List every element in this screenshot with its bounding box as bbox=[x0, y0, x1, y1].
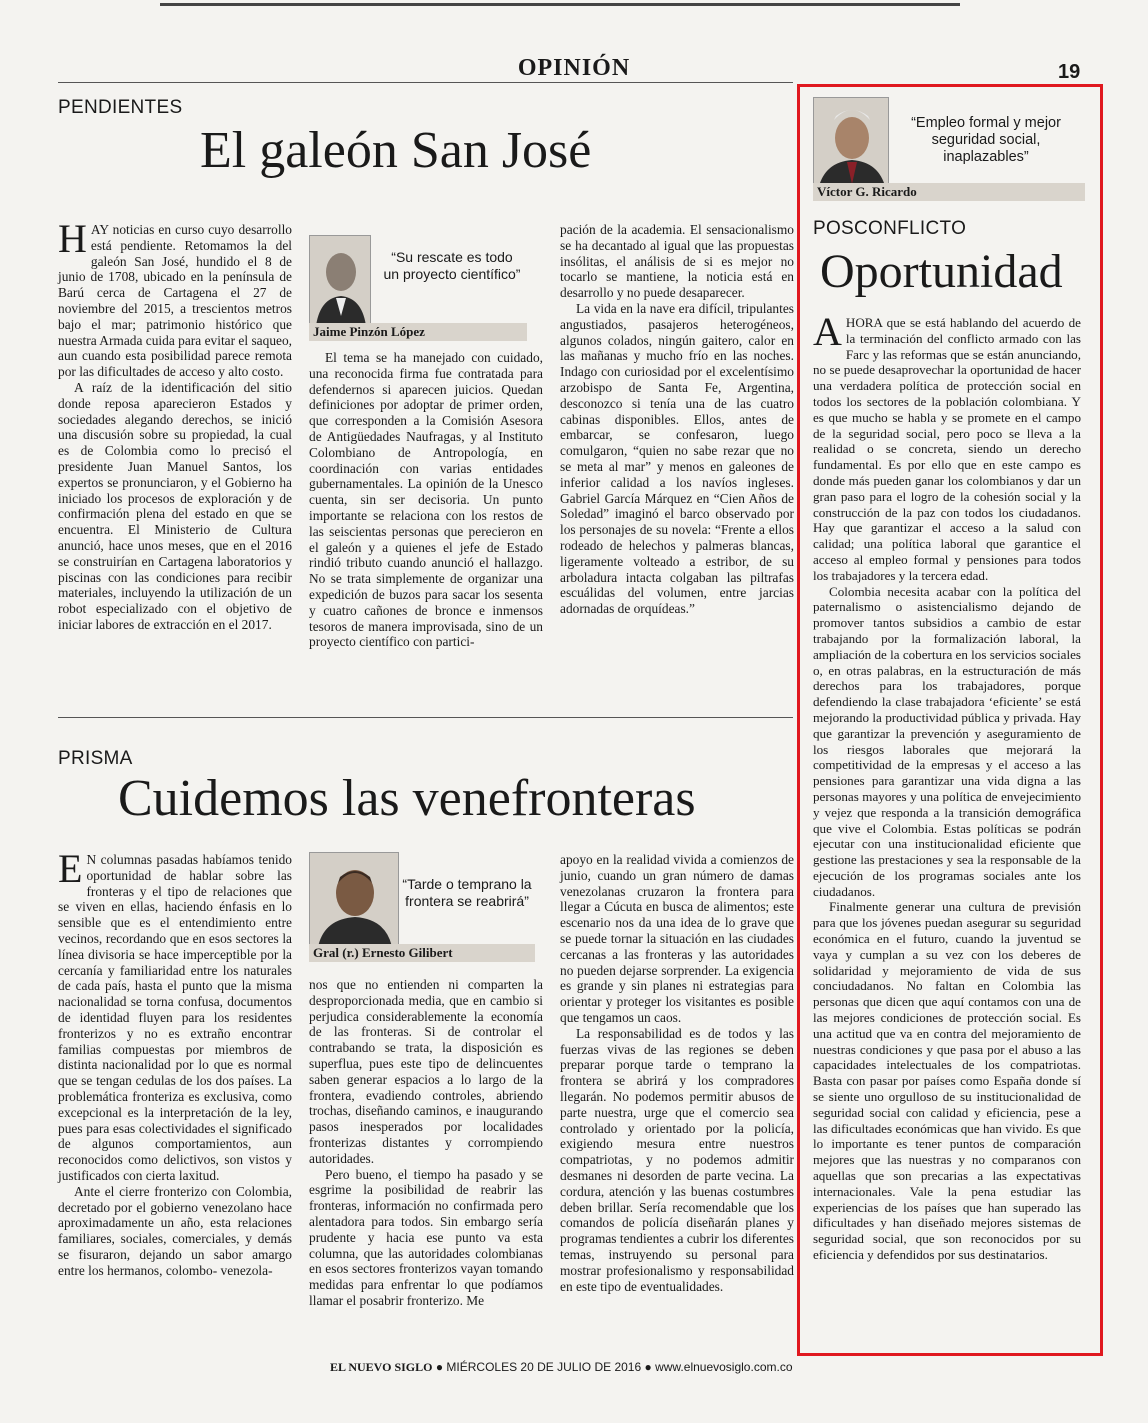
article3-author-box bbox=[813, 97, 1085, 202]
article1-author-box bbox=[309, 235, 527, 341]
portrait-image bbox=[310, 236, 371, 325]
article3-body: AHORA que se está hablando del acuerdo de la terminación del conflicto armado con las Farc y las reformas que se están anunciando, no se puede desaprovechar la oportunidad de hacer una verdadera política de protección social en todos los sectores de la población colombiana. Y es que mucho se habla y se promete en el campo de la seguridad social, pero poco se lleva a la realidad o se concreta, siendo un derecho fundamental. Es por ello que en este campo es donde más pueden ganar los colombianos y dar un gran paso para el logro de la cohesión social y la construcción de la paz con todos los ciudadanos. Hay que garantizar el acceso a la salud con calidad; una política laboral que garantice el acceso al empleo formal y pensiones para todos los trabajadores y la tercera edad. Colombia necesita acabar con la política del paternalismo o asistencialismo dejando de promover tantos subsidios a cambio de estar trabajando por la formalización laboral, la ampliación de la cobertura en los servicios sociales o, en otras palabras, en la estructuración de más derechos para los trabajadores, porque defendiendo la clase trabajadora ‘eficiente’ se está mejorando la productividad pública y privada. Hay que garantizar la prevención y aseguramiento de los riesgos laborales que mejorará la competitividad de la empresas y el acceso a las pensiones para garantizar una vida digna a las personas mayores y una política de envejecimiento y vejez que responda a la transición demográfica que vive el Colombia. Estas políticas se podrán ejecutar con una institucionalidad eficiente que gestione las prestaciones y sea la responsable de la ejecución de los programas sociales ante los ciudadanos. Finalmente generar una cultura de previsión para que los jóvenes puedan asegurar su seguridad económica en el futuro, cuando la juventud se vaya y cumplan a su vez con los deberes de solidaridad y mejoramiento de vida de sus conciudadanos. No faltan en Colombia las personas que dicen que aquí contamos con una de las mejores condiciones de protección social. Es una actitud que va en contra del mejoramiento de nuestras condiciones y que pasa por el abuso a las capacidades intelectuales de los compatriotas. Basta con pasar por países como España donde sí se siente uno orgulloso de su institucionalidad de seguridad social con calidad y eficiencia, pese a las dificultades económicas que han vivido. Es que lo importante es tener puntos de comparación mejores que las nuestras y no comparanos con aquellas que son precarias a las expectativas internacionales. Vale la pena estudiar las experiencias de los países que han superado las dificultades y han diseñado mejores sistemas de seguridad social, que son reconocidos por su eficiencia y defendidos por sus destinatarios. bbox=[813, 309, 1081, 1263]
author-photo-ricardo bbox=[813, 97, 889, 189]
page-footer bbox=[330, 1360, 793, 1375]
bullet-icon: ● bbox=[435, 1360, 444, 1374]
article3-byline: Víctor G. Ricardo bbox=[813, 183, 1085, 201]
header-rule bbox=[58, 82, 793, 83]
portrait-image bbox=[310, 853, 399, 946]
bullet-icon: ● bbox=[644, 1360, 652, 1374]
author-photo-gilibert bbox=[309, 852, 399, 946]
article2-drop-cap: E bbox=[58, 846, 83, 891]
article1-column-2: El tema se ha manejado con cuidado, una reconocida firma fue contratada para defendernos si aparecen juicios. Quedan definiciones por adoptar de primer orden, que corresponden a la Comisión Asesora de Antigüedades Naufragas, y al Instituto Colombiano de Antropología, en coordinación con varias entidades gubernamentales. La opinión de la Unesco cuenta, sin ser decisoria. Un punto importante se relaciona con los restos de las seiscientas personas que perecieron en el galeón y a quienes el jefe de Estado rindió tributo cuando anunció el hallazgo. No se trata simplemente de organizar una expedición de buzos para sacar los sesenta y cuatro cañones de bronce e inmensos tesoros de manera improvisada, sino de un proyecto científico con partici- bbox=[309, 350, 543, 650]
article1-headline: El galeón San José bbox=[200, 122, 592, 179]
article3-quote: “Empleo formal y mejor seguridad social, inaplazables” bbox=[911, 115, 1061, 165]
article1-drop-cap: H bbox=[58, 216, 87, 261]
article1-byline: Jaime Pinzón López bbox=[309, 323, 527, 341]
page-number: 19 bbox=[1058, 61, 1081, 83]
article3-headline: Oportunidad bbox=[820, 245, 1063, 298]
author-photo-pinzon bbox=[309, 235, 371, 325]
section-header: OPINIÓN bbox=[517, 55, 631, 81]
article1-quote: “Su rescate es todo un proyecto científico” bbox=[383, 249, 521, 282]
article1-column-1: HAY noticias en curso cuyo desarrollo está pendiente. Retomamos la del galeón San José, hundido el 8 de junio de 1708, ubicado en la península de Barú cerca de Cartagena el 27 de noviembre del 2015, a trescientos metros bajo el mar; patrimonio histórico que nuestra Armada cuida para evitar el saqueo, aun cuando esta posibilidad parece remota por las dificultades de acceso y alto costo. A raíz de la identificación del sitio donde reposa aparecieron Estados y sociedades alegando derechos, se inició una discusión sobre su propiedad, la cual es de Colombia como lo precisó el presidente Juan Manuel Santos, los expertos se pronunciaron, y el Gobierno ha iniciado los procesos de exploración y de confirmación plena del estado en que se encuentra. El Ministerio de Cultura anunció, hace unos meses, que en el 2016 se construirían en Cartagena laboratorios y piscinas con las condiciones para recibir materiales, incluyendo la utilización de un robot especializado con el objetivo de iniciar labores de extracción en el 2017. bbox=[58, 216, 292, 632]
footer-date: MIÉRCOLES 20 DE JULIO DE 2016 bbox=[446, 1360, 642, 1374]
article2-quote: “Tarde o temprano la frontera se reabrirá” bbox=[402, 876, 532, 909]
article2-column-3: apoyo en la realidad vivida a comienzos de junio, cuando un gran número de damas venezolanas cruzaron la frontera para llegar a Cúcuta en busca de alimentos; este escenario nos da una idea de lo grave que se puede tornar la situación en las ciudades cercanas a las fronteras y las autoridades no pueden dejarse sorprender. La exigencia es grande y sin planes ni estrategias para orientar y proteger los visitantes es posible que tengamos un caos. La responsabilidad es de todos y las fuerzas vivas de las regiones se deben preparar porque tarde o temprano la frontera se abrirá y los compradores llegarán. No podemos permitir abusos de parte nuestra, urge que el comercio sea controlado y orientado por la policía, exigiendo mesura entre nuestros compatriotas, y no podemos admitir desmanes ni desorden de parte vecina. La cordura, atención y las buenas costumbres deben brillar. Sería recomendable que los comandos de policía diseñarán planes y programas tendientes a cubrir los diferentes temas, instruyendo su personal para mostrar profesionalismo y responsabilidad en este tipo de eventualidades. bbox=[560, 852, 794, 1294]
article2-kicker: PRISMA bbox=[58, 748, 133, 769]
article2-column-1: E N columnas pasadas habíamos tenido oportunidad de hablar sobre las fronteras y el tipo de relaciones que se viven en ellas, haciendo énfasis en lo sensible que es el entendimiento entre vecinos, recordando que en esos sectores la línea divisoria se hace imperceptible por la cercanía y familiaridad entre los naturales de cada país, hasta el punto que la misma nacionalidad se torna confusa, documentos de identidad fluyen para los residentes fronterizos y no es extraño encontrar familias compuestas por miembros de distinta nacionalidad por lo que es normal que se tengan cedulas de los dos países. La problemática fronteriza es exclusiva, como excepcional es la interpretación de la ley, pues para esas colectividades el significado de algunos comportamientos, aun reconocidos como delictivos, son vistos y justificados con cierta laxitud. Ante el cierre fronterizo con Colombia, decretado por el gobierno venezolano hace aproximadamente un año, esta relaciones familiares, sociales, comerciales, y demás se fisuraron, dejando un sabor amargo entre los hermanos, colombo- venezola- bbox=[58, 846, 292, 1278]
article2-column-2: nos que no entienden ni comparten la desproporcionada media, que en cambio si perjudica considerablemente la economía de las fronteras. Si de controlar el contrabando se trata, la disposición es superflua, pues este tipo de delincuentes saben generar espacios a lo largo de la frontera, evadiendo controles, abriendo trochas, diseñando caminos, e inaugurando pasos inesperados por localidades fronterizas distantes y corrompiendo autoridades. Pero bueno, el tiempo ha pasado y se esgrime la posibilidad de reabrir las fronteras, información no confirmada pero alentadora para todos. Sin embargo sería prudente y hacia ese punto va esta columna, que las autoridades colombianas en esos sectores fronterizos vayan tomando medidas para enfrentar lo que podíamos llamar el posabrir fronterizo. Me bbox=[309, 977, 543, 1308]
footer-masthead: EL NUEVO SIGLO bbox=[330, 1360, 433, 1374]
portrait-image bbox=[814, 98, 889, 189]
article3-kicker: POSCONFLICTO bbox=[813, 218, 967, 239]
article-divider bbox=[58, 717, 793, 718]
article2-headline: Cuidemos las venefronteras bbox=[118, 770, 696, 827]
top-edge-rule bbox=[160, 3, 960, 6]
article2-byline: Gral (r.) Ernesto Gilibert bbox=[309, 944, 535, 962]
article3-drop-cap: A bbox=[813, 309, 842, 354]
article2-author-box bbox=[309, 852, 535, 964]
article1-column-3: pación de la academia. El sensacionalismo se ha decantado al igual que las propuestas insólitas, el análisis de si es mejor no tocarlo se mantiene, la noticia está en desarrollo y no puede desaparecer. La vida en la nave era difícil, tripulantes angustiados, pasajeros heterogéneos, algunos colados, ningún gaitero, calor en las mañanas y mucho frío en las noches. Indago con curiosidad por el excelentísimo arzobispo de Santa Fe, Argentina, desconozco si tenía una de las cuatro cabinas disponibles. Ellos, antes de embarcar, se confesaron, luego comulgaron, “quien no sabe rezar que no se meta al mar” y menos en galeones de inferior calidad a los navíos ingleses. Gabriel García Márquez en “Cien Años de Soledad” imaginó el barco observado por los personajes de su novela: “Frente a ellos rodeado de helechos y palmeras blancas, ligeramente volteado a estribor, de su arboladura intacta colgaban las piltrafas escuálidas del volumen, entre jarcias adornadas de orquídeas.” bbox=[560, 222, 794, 617]
article1-kicker: PENDIENTES bbox=[58, 97, 183, 118]
footer-url: www.elnuevosiglo.com.co bbox=[655, 1360, 793, 1374]
